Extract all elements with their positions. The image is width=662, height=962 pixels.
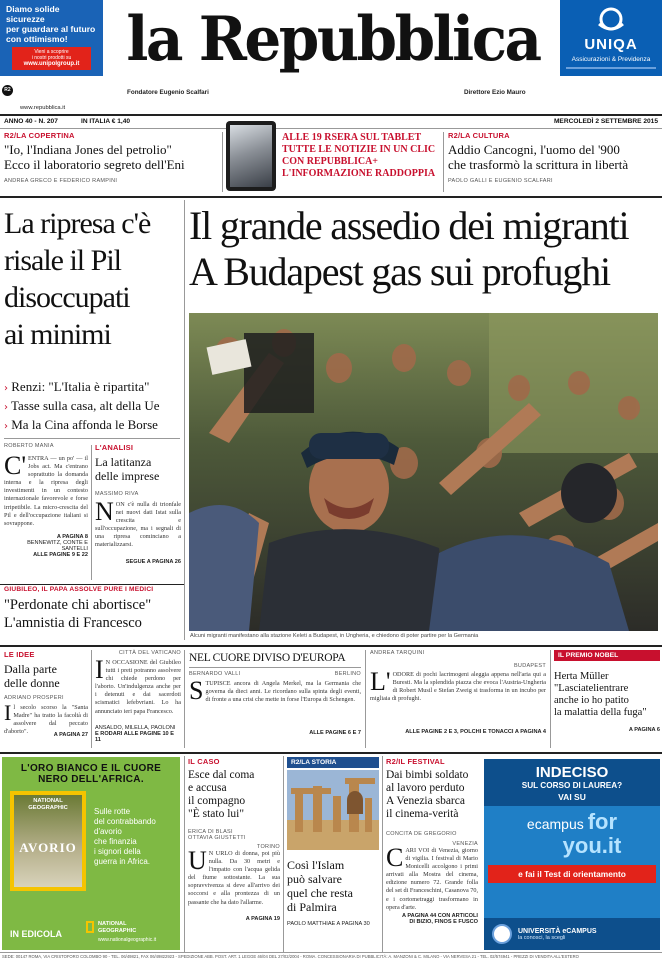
caso-line2: e accusa	[188, 782, 227, 794]
ad-ecampus-brand3: you.it	[562, 833, 622, 858]
bullet-text: Renzi: "L'Italia è ripartita"	[11, 379, 150, 394]
caso-line1: Esce dal coma	[188, 769, 255, 781]
migrants-crowd-photo	[189, 313, 658, 631]
cuore-rule	[189, 667, 361, 668]
ad-ecampus-top	[484, 759, 660, 806]
top-center-line2: TUTTE LE NOTIZIE IN UN CLIC	[282, 144, 436, 155]
analisi-ref[interactable]: SEGUE A PAGINA 26	[125, 559, 181, 565]
ad-ng-brand: NATIONAL GEOGRAPHIC	[28, 798, 68, 811]
bullet-text: Tasse sulla casa, alt della Ue	[11, 398, 160, 413]
bullet-item[interactable]	[4, 416, 182, 435]
festival-column[interactable]	[386, 757, 478, 950]
left-lead-line4: ai minimi	[4, 318, 111, 351]
caso-line3: il compagno	[188, 795, 246, 807]
festival-ref2: DI BIZIO, FINOS E FUSCO	[409, 919, 478, 925]
idee-column[interactable]	[4, 650, 88, 748]
left-lead[interactable]	[4, 205, 180, 353]
uniqa-fineprint-line	[566, 67, 656, 69]
top-left-promo[interactable]	[4, 131, 218, 193]
storia-line2: può salvare	[287, 872, 342, 886]
left-lead-bullets	[4, 378, 182, 435]
dateline-price: IN ITALIA € 1,40	[81, 118, 131, 125]
caso-column[interactable]	[188, 757, 280, 950]
cuore-dropcap: S	[189, 676, 204, 705]
ad-ecampus-line3: VAI SU	[558, 792, 586, 802]
bullet-arrow-icon: ›	[4, 383, 8, 394]
tarquini-column[interactable]	[370, 650, 546, 748]
ad-ng-site[interactable]: www.nationalgeographic.it	[98, 937, 157, 943]
tarquini-text: ODORE di pochi lacrimogeni aleggia appena nell'aria qui a Buresti. Ma la splendida piazza che evoca l'Austria-Ungheria di Robert Musil e Stefan Zweig si trasforma in un incubo per migliaia di profughi.	[370, 671, 546, 703]
vaticano-divider	[184, 650, 185, 748]
dateline-rule-top	[0, 114, 662, 116]
mania-column[interactable]	[4, 443, 88, 581]
cuore-kicker: NEL CUORE DIVISO D'EUROPA	[189, 652, 346, 664]
mania-names: BENNEWITZ, CONTE E SANTELLI	[27, 540, 88, 552]
bullet-arrow-icon: ›	[4, 421, 8, 432]
analisi-kicker: L'ANALISI	[95, 443, 134, 452]
caso-ref[interactable]: A PAGINA 19	[245, 916, 280, 922]
bullet-text: Ma la Cina affonda le Borse	[11, 417, 158, 432]
masthead-title: la Repubblica	[126, 3, 540, 75]
ad-ecampus-logo[interactable]	[484, 809, 660, 835]
ad-ng-line2: NERO DELL'AFRICA.	[38, 774, 144, 785]
top-strip-rule	[0, 196, 662, 198]
promo-left-line2: per guardare al futuro	[6, 24, 96, 34]
idee-text: l secolo scorso la "Santa Madre" ha tratto la facoltà di assolvere dal peccato d'aborto".	[4, 704, 88, 736]
masthead-founder: Fondatore Eugenio Scalfari	[127, 89, 209, 96]
ad-ng-copy3: d'avorio	[94, 827, 122, 836]
ad-ecampus-cta[interactable]: e fai il Test di orientamento	[488, 865, 656, 883]
analisi-column[interactable]	[95, 443, 181, 581]
nobel-ref[interactable]: A PAGINA 6	[628, 727, 660, 733]
tablet-screen	[230, 125, 272, 187]
tarquini-place: BUDAPEST	[513, 663, 546, 669]
ad-ecampus-footer	[484, 918, 660, 950]
storia-kicker: R2/LA STORIA	[287, 757, 379, 768]
left-col-rule	[4, 438, 180, 439]
cuore-place: BERLINO	[334, 671, 361, 677]
mania-pages[interactable]: ALLE PAGINE 9 E 22	[33, 552, 88, 558]
ad-ng-copy4: che finanzia	[94, 837, 137, 846]
cuore-body	[189, 676, 361, 730]
top-divider-1	[222, 132, 223, 192]
left-lead-line3: disoccupati	[4, 281, 130, 314]
promo-left-line5: i nostri prodotti su	[31, 55, 72, 61]
top-left-line2: Ecco il laboratorio segreto dell'Eni	[4, 157, 185, 172]
caso-byline1: ERICA DI BLASI	[188, 829, 233, 835]
ad-ecampus-brand2: for	[587, 809, 618, 834]
festival-line2: al lavoro perduto	[386, 782, 465, 794]
bottom-rule	[0, 752, 662, 754]
ad-left-divider	[184, 756, 185, 952]
top-right-byline: PAOLO GALLI E EUGENIO SCALFARI	[448, 178, 553, 184]
ad-ng-copy1: Sulle rotte	[94, 807, 131, 816]
top-center-promo[interactable]	[282, 132, 440, 180]
main-photo	[189, 313, 658, 631]
nobel-kicker: IL PREMIO NOBEL	[554, 650, 660, 661]
analisi-body	[95, 497, 181, 557]
idee-line2: delle donne	[4, 676, 60, 690]
caso-line4: "È stato lui"	[188, 808, 245, 820]
ad-ecampus-uni: UNIVERSITÀ eCAMPUS	[518, 927, 597, 935]
giubileo-kicker: GIUBILEO, IL PAPA ASSOLVE PURE I MEDICI	[4, 586, 154, 593]
idee-byline: ADRIANO PROSPERI	[4, 695, 64, 701]
uniqa-tagline: Assicurazioni & Previdenza	[571, 56, 651, 63]
idee-dropcap: I	[4, 700, 12, 725]
festival-line1: Dai bimbi soldato	[386, 769, 469, 781]
vaticano-text: N OCCASIONE del Giubileo tutti i preti potranno assolvere chi chiede perdono per l'aborto. Un'indulgenza anche per i detenuti e dai sacerdoti scismatici lefebvriani. Lo ha annunciato ieri papa Francesco.	[95, 659, 181, 715]
festival-line4: il cinema-verità	[386, 808, 459, 820]
top-right-line1: Addio Cancogni, l'uomo del '900	[448, 142, 620, 157]
top-left-line1: "Io, l'Indiana Jones del petrolio"	[4, 142, 172, 157]
vaticano-column[interactable]	[95, 650, 181, 748]
caso-kicker: IL CASO	[188, 757, 220, 766]
masthead-website[interactable]: www.repubblica.it	[20, 105, 66, 111]
promo-left-box[interactable]	[12, 47, 91, 70]
festival-body	[386, 843, 478, 913]
cuore-column[interactable]	[189, 652, 361, 748]
top-right-promo[interactable]	[448, 131, 660, 193]
tarquini-byline: ANDREA TARQUINI	[370, 650, 425, 656]
ad-ecampus[interactable]	[484, 759, 660, 950]
top-right-line2: che trasformò la scrittura in libertà	[448, 157, 629, 172]
analisi-dropcap: N	[95, 497, 114, 526]
cuore-ref[interactable]: ALLE PAGINE 6 E 7	[309, 730, 361, 736]
top-right-kicker: R2/LA CULTURA	[448, 131, 510, 140]
mid-rule	[0, 645, 662, 647]
footer-rule	[0, 952, 662, 953]
promo-left-line4: Vieni a scoprire	[34, 49, 69, 55]
storia-divider	[382, 756, 383, 952]
ad-ng-copy5: i signori della	[94, 847, 141, 856]
festival-place: VENEZIA	[452, 841, 478, 847]
caso-dropcap: U	[188, 846, 207, 875]
storia-line4: di Palmira	[287, 900, 337, 914]
caso-divider	[283, 756, 284, 952]
main-headline[interactable]	[189, 203, 659, 295]
giubileo-line1: "Perdonate chi abortisce"	[4, 597, 152, 613]
giubileo-line2: L'amnistia di Francesco	[4, 615, 142, 631]
top-center-line3: CON REPUBBLICA+	[282, 156, 378, 167]
footer-text: SEDE: 00147 ROMA, VIA CRISTOFORO COLOMBO 90 - TEL. 06/49821, FAX 06/49822923 - SPEDIZIONE ABB. POST. ART. 1 LEGGE 46/04 DEL 27/02/2004 - ROMA. CONCESSIONARIA DI PUBBLICITÀ: A. MANZONI & C. MILANO - VIA NERVESA 21 - TEL. 02/574941 - PREZZI DI VENDITA ALL'ESTERO	[2, 954, 579, 959]
vaticano-body	[95, 655, 181, 725]
top-left-byline: ANDREA GRECO E FEDERICO RAMPINI	[4, 178, 118, 184]
main-left-divider	[184, 200, 185, 640]
analisi-byline: MASSIMO RIVA	[95, 491, 139, 497]
ad-ng-copy2: del contrabbando	[94, 817, 156, 826]
left-lead-line1: La ripresa c'è	[4, 207, 151, 240]
ad-ng-logo-box	[86, 921, 94, 933]
idee-kicker: LE IDEE	[4, 650, 35, 659]
top-center-line4: L'INFORMAZIONE RADDOPPIA	[282, 168, 436, 179]
promo-left[interactable]	[0, 0, 103, 76]
ad-ng-cover	[10, 791, 86, 891]
ecampus-seal-icon	[492, 924, 512, 944]
promo-left-line1: Diamo solide sicurezze	[6, 4, 60, 24]
vaticano-label: CITTÀ DEL VATICANO	[118, 650, 181, 656]
tablet-image	[226, 121, 276, 191]
ad-ecampus-line1: INDECISO	[535, 764, 609, 781]
bullet-item[interactable]	[4, 397, 182, 416]
tarquini-divider	[550, 650, 551, 748]
giubileo-rule	[0, 584, 184, 585]
left-lead-line2: risale il Pil	[4, 244, 121, 277]
main-headline-line2: A Budapest gas sui profughi	[189, 249, 610, 294]
tarquini-body	[370, 667, 546, 729]
idee-ref[interactable]: A PAGINA 27	[53, 732, 88, 738]
masthead-badge: R2	[2, 85, 13, 96]
nobel-quote3: la malattia della fuga"	[554, 707, 647, 718]
main-headline-line1: Il grande assedio dei migranti	[189, 203, 629, 248]
festival-dropcap: C	[386, 843, 404, 872]
ad-ng-cta[interactable]: IN EDICOLA	[10, 929, 63, 939]
mania-dropcap: C'	[4, 451, 27, 480]
festival-kicker: R2/IL FESTIVAL	[386, 757, 445, 766]
mania-text: ENTRA — un po' — il Jobs act. Ma c'entrano soprattutto la domanda interna e la ripresa degli investimenti in un contesto internazionale favorevole e forse irripetibile. La micro-crescita del Pil e dell'occupazione italiani si sovrappone.	[4, 455, 88, 527]
mania-byline: ROBERTO MANIA	[4, 443, 54, 449]
vaticano-names: ANSALDO, MILELLA, PAOLONI	[95, 725, 176, 731]
top-center-line1: ALLE 19 RSERA SUL TABLET	[282, 132, 422, 143]
ad-ng-copy6: guerra in Africa.	[94, 857, 151, 866]
cuore-text: TUPISCE ancora di Angela Merkel, ma la Germania che governa da dieci anni. Le ricordano sulla spinta degli eventi, di fronte a una crisi che mette in forse l'Europa di Schengen.	[205, 680, 361, 704]
masthead-director: Direttore Ezio Mauro	[464, 89, 526, 96]
nobel-box[interactable]	[554, 650, 660, 748]
ad-ecampus-uni-sub: la conosci, la scegli	[518, 934, 566, 941]
idee-divider	[91, 650, 92, 748]
giubileo[interactable]	[4, 586, 182, 632]
caso-byline2: OTTAVIA GIUSTETTI	[188, 835, 246, 841]
ad-national-geographic[interactable]	[2, 757, 180, 950]
promo-right[interactable]	[560, 0, 662, 76]
storia-line3: quel che resta	[287, 886, 353, 900]
uniqa-brand: UNIQA	[584, 36, 638, 53]
storia-byline[interactable]: PAOLO MATTHIAE A PAGINA 30	[287, 921, 370, 927]
dateline-issue: ANNO 40 - N. 207	[4, 118, 58, 125]
analisi-text: ON c'è nulla di trionfale nei nuovi dati Istat sulla crescita e sull'occupazione, ma i segnali di una ripresa cominciano a materializzarsi.	[95, 501, 181, 549]
analisi-line1: La latitanza	[95, 455, 152, 469]
ad-ng-line1: L'ORO BIANCO E IL CUORE	[20, 763, 162, 774]
ad-ng-cover-title: AVORIO	[19, 840, 77, 855]
storia-line1: Così l'Islam	[287, 858, 345, 872]
uniqa-logo-icon	[591, 6, 631, 32]
festival-line3: A Venezia sbarca	[386, 795, 465, 807]
festival-byline: CONCITA DE GREGORIO	[386, 831, 457, 837]
analisi-line2: delle imprese	[95, 469, 160, 483]
dateline-rule-bottom	[0, 128, 662, 129]
festival-text: ARI VOI di Venezia, giorno di vigilia. I festival di Mario Monicelli accolgono i primi arrivati alla Mostra del cinema, edizione numero 72. Grande folla del set di Franceschini, Casanova 70, e i cortometraggi trasformano in opera d'arte.	[386, 847, 478, 911]
mania-body	[4, 451, 88, 531]
caso-place: TORINO	[256, 844, 280, 850]
ad-ecampus-line2: SUL CORSO DI LAUREA?	[521, 781, 623, 790]
bullet-arrow-icon: ›	[4, 402, 8, 413]
festival-ref1[interactable]: A PAGINA 44 CON ARTICOLI	[401, 913, 478, 919]
promo-left-line3: con ottimismo!	[6, 34, 68, 44]
dateline-date: MERCOLEDÌ 2 SETTEMBRE 2015	[553, 118, 658, 125]
storia-column[interactable]	[287, 757, 379, 950]
cuore-divider	[365, 650, 366, 748]
main-photo-caption: Alcuni migranti manifestano alla stazione Keleti a Budapest, in Ungheria, e chiedono di poter partire per la Germania	[190, 633, 479, 639]
mania-divider	[91, 445, 92, 580]
vaticano-pages[interactable]: E RODARI ALLE PAGINE 10 E 11	[95, 731, 174, 743]
palmyra-photo	[287, 770, 379, 850]
ad-ng-copy	[94, 807, 178, 867]
bullet-item[interactable]	[4, 378, 182, 397]
vaticano-dropcap: I	[95, 655, 104, 684]
top-left-kicker: R2/LA COPERTINA	[4, 131, 75, 140]
idee-line1: Dalla parte	[4, 662, 57, 676]
caso-text: N URLO di donna, poi più nulla. Da 30 metri e l'impatto con l'acqua gelida del fiume sottostante. La sua sopravvivenza si deve all'arrivo dei soccorsi e alla prontezza di un passante che ha dato l'allarme.	[188, 850, 280, 906]
top-divider-2	[443, 132, 444, 192]
ad-ecampus-brand1: ecampus	[526, 816, 584, 832]
nobel-quote1: "Lasciatelientrare	[554, 683, 629, 694]
ad-ng-logo: NATIONAL GEOGRAPHIC	[98, 921, 137, 934]
nobel-author: Herta Müller	[554, 671, 609, 682]
promo-left-url[interactable]: www.unipolgroup.it	[23, 61, 80, 67]
nobel-quote2: anche io ho patito	[554, 695, 629, 706]
mania-ref[interactable]: A PAGINA 8	[56, 534, 88, 540]
tarquini-ref[interactable]: ALLE PAGINE 2 E 3, POLCHI E TONACCI A PAGINA 4	[405, 729, 546, 735]
cuore-byline: BERNARDO VALLI	[189, 671, 241, 677]
tarquini-dropcap: L'	[370, 667, 391, 696]
